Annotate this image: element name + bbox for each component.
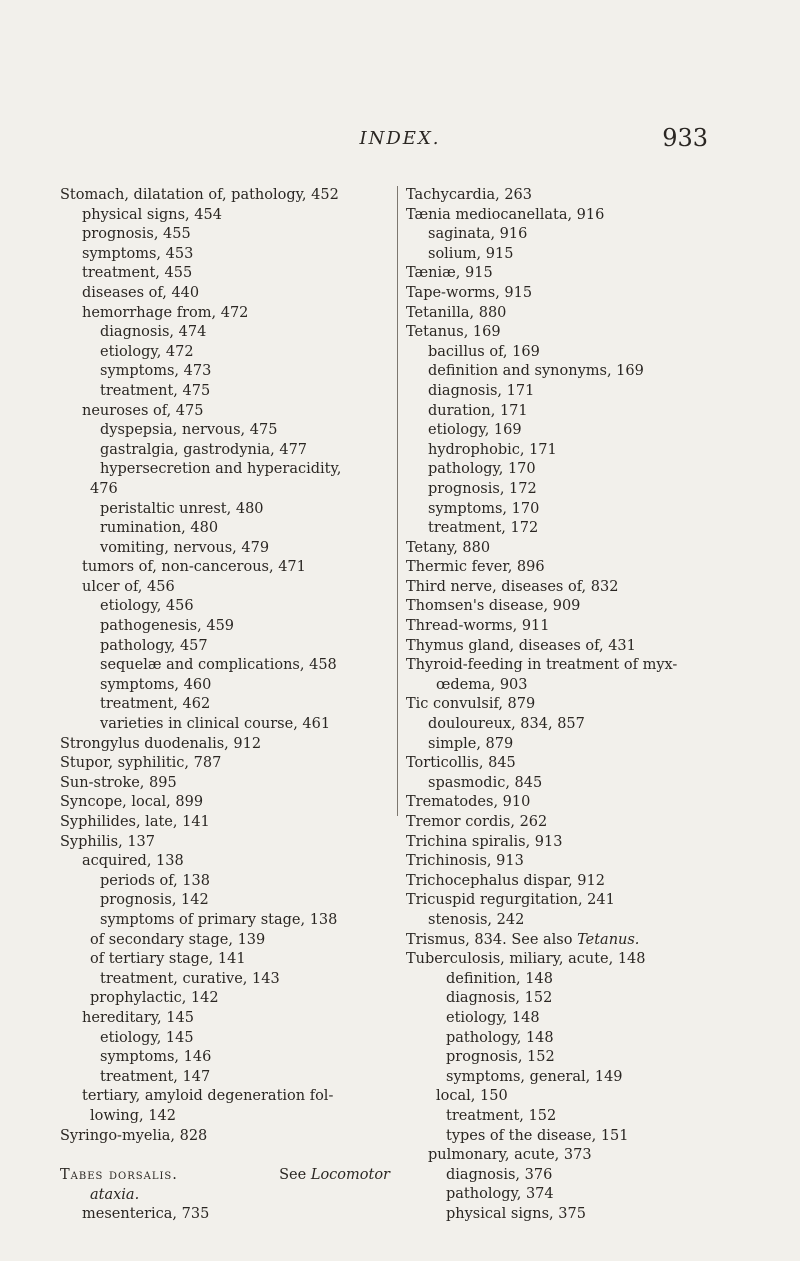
- see-target: Locomotor: [310, 1167, 390, 1184]
- entry-text: types of the disease, 151: [446, 1127, 629, 1144]
- entry-text: acquired, 138: [82, 853, 184, 870]
- entry-text: prognosis, 142: [100, 892, 209, 909]
- entry-text: etiology, 145: [100, 1029, 194, 1046]
- index-subentry: [406, 1068, 766, 1088]
- entry-text: etiology, 472: [100, 343, 194, 360]
- entry-text: symptoms, 170: [428, 500, 540, 517]
- index-entry: [60, 833, 390, 853]
- entry-text: bacillus of, 169: [428, 343, 540, 360]
- index-subentry: [406, 519, 766, 539]
- entry-text: treatment, 475: [100, 382, 211, 399]
- entry-text: treatment, curative, 143: [100, 970, 280, 987]
- entry-text: diagnosis, 474: [100, 324, 207, 341]
- index-entry: [406, 872, 766, 892]
- index-entry: [406, 793, 766, 813]
- entry-text: Tæniæ, 915: [406, 265, 493, 282]
- index-subentry: [60, 460, 390, 480]
- entry-text: varieties in clinical course, 461: [100, 716, 331, 733]
- index-entry: [406, 695, 766, 715]
- entry-text: tumors of, non-cancerous, 471: [82, 559, 306, 576]
- index-subentry: [60, 304, 390, 324]
- entry-text: hereditary, 145: [82, 1009, 194, 1026]
- index-subentry: [406, 1185, 766, 1205]
- entry-text: Strongylus duodenalis, 912: [60, 735, 262, 752]
- entry-text: solium, 915: [428, 245, 514, 262]
- index-entry: [406, 323, 766, 343]
- entry-text: saginata, 916: [428, 226, 528, 243]
- entry-text: Tetany, 880: [406, 539, 491, 556]
- entry-text: symptoms, 473: [100, 363, 212, 380]
- entry-text: simple, 879: [428, 735, 514, 752]
- entry-text: local, 150: [436, 1088, 508, 1105]
- index-subentry: [406, 421, 766, 441]
- index-subentry: [60, 637, 390, 657]
- index-subentry: [60, 578, 390, 598]
- index-entry: [406, 891, 766, 911]
- index-subentry: [406, 343, 766, 363]
- index-subentry: [60, 206, 390, 226]
- entry-text: pathology, 374: [446, 1186, 554, 1203]
- entry-text: Tetanilla, 880: [406, 304, 507, 321]
- index-subentry: [60, 500, 390, 520]
- index-subentry: [406, 245, 766, 265]
- column-divider: [397, 186, 398, 816]
- entry-text: hydrophobic, 171: [428, 441, 557, 458]
- entry-text: Tuberculosis, miliary, acute, 148: [406, 951, 646, 968]
- index-subentry: [60, 852, 390, 872]
- index-subentry: [406, 1127, 766, 1147]
- index-subentry: [60, 480, 390, 500]
- entry-text: Thomsen's disease, 909: [406, 598, 581, 615]
- index-subentry: [60, 931, 390, 951]
- index-entry: [60, 186, 390, 206]
- index-subentry: [60, 676, 390, 696]
- entry-text: pulmonary, acute, 373: [428, 1147, 592, 1164]
- index-column-right: [406, 186, 766, 1224]
- entry-text: hemorrhage from, 472: [82, 304, 249, 321]
- entry-text: physical signs, 454: [82, 206, 222, 223]
- index-subentry: [406, 989, 766, 1009]
- entry-text: Tachycardia, 263: [406, 187, 532, 203]
- index-entry: [60, 793, 390, 813]
- entry-text: prognosis, 152: [446, 1049, 555, 1066]
- entry-text: prognosis, 172: [428, 480, 537, 497]
- index-subentry: [406, 500, 766, 520]
- index-subentry: [60, 441, 390, 461]
- index-subentry: [60, 264, 390, 284]
- index-entry: [60, 754, 390, 774]
- index-subentry: [406, 1087, 766, 1107]
- entry-text: peristaltic unrest, 480: [100, 500, 264, 517]
- entry-text: of secondary stage, 139: [90, 931, 266, 948]
- index-subentry: [60, 715, 390, 735]
- index-subentry: [406, 441, 766, 461]
- entry-text: pathology, 170: [428, 461, 536, 478]
- entry-text: symptoms, 146: [100, 1049, 212, 1066]
- index-subentry: [406, 1166, 766, 1186]
- index-subentry: [60, 382, 390, 402]
- index-subentry: [60, 970, 390, 990]
- entry-text: treatment, 147: [100, 1068, 211, 1085]
- entry-text: Stomach, dilatation of, pathology, 452: [60, 187, 339, 203]
- index-subentry: [60, 284, 390, 304]
- index-entry: [406, 656, 766, 676]
- entry-text: duration, 171: [428, 402, 528, 419]
- spacer: [60, 1146, 390, 1166]
- entry-text: symptoms, 460: [100, 676, 212, 693]
- entry-text: gastralgia, gastrodynia, 477: [100, 441, 308, 458]
- right-entries: [406, 186, 766, 1224]
- entry-text: definition and synonyms, 169: [428, 363, 644, 380]
- index-subentry: [60, 1068, 390, 1088]
- index-entry: [406, 813, 766, 833]
- entry-text: Syncope, local, 899: [60, 794, 204, 811]
- entry-text: rumination, 480: [100, 520, 219, 537]
- index-subentry: [406, 676, 766, 696]
- index-entry: [60, 813, 390, 833]
- index-subentry: [60, 1029, 390, 1049]
- entry-text: Syphilides, late, 141: [60, 814, 210, 830]
- entry-text: vomiting, nervous, 479: [100, 539, 270, 556]
- running-head: INDEX.: [359, 128, 441, 149]
- entry-text: treatment, 172: [428, 520, 539, 537]
- entry-text: sequelæ and complications, 458: [100, 657, 337, 674]
- index-subentry: [406, 1205, 766, 1225]
- index-subentry: [60, 891, 390, 911]
- index-subentry: [406, 1146, 766, 1166]
- index-entry: [406, 852, 766, 872]
- index-entry: [406, 186, 766, 206]
- index-subentry: [60, 597, 390, 617]
- entry-text: Syphilis, 137: [60, 833, 155, 850]
- index-subentry: [60, 1087, 390, 1107]
- index-entry-tabes: [60, 1166, 390, 1186]
- index-subentry: mesenterica, 735: [82, 1206, 210, 1223]
- entry-text: stenosis, 242: [428, 911, 525, 928]
- entry-text: pathogenesis, 459: [100, 618, 235, 635]
- index-subentry: [60, 519, 390, 539]
- index-subentry: [406, 1029, 766, 1049]
- page-header: [0, 124, 800, 158]
- entry-text: diagnosis, 152: [446, 990, 553, 1007]
- entry-text: periods of, 138: [100, 872, 210, 889]
- index-entry: [406, 284, 766, 304]
- index-subentry: [60, 362, 390, 382]
- index-entry: [406, 597, 766, 617]
- index-subentry: [406, 970, 766, 990]
- index-subentry: [406, 362, 766, 382]
- index-subentry: [60, 872, 390, 892]
- entry-text: symptoms, general, 149: [446, 1068, 623, 1085]
- entry-text: etiology, 148: [446, 1009, 540, 1026]
- entry-text: œdema, 903: [436, 676, 528, 693]
- index-subentry: [60, 402, 390, 422]
- index-subentry: [406, 735, 766, 755]
- entry-text: Thread-worms, 911: [406, 618, 550, 635]
- entry-text: dyspepsia, nervous, 475: [100, 422, 278, 439]
- index-column-left: [60, 186, 390, 1225]
- see-label: See: [279, 1167, 307, 1184]
- tabes-see: [279, 1166, 390, 1186]
- index-entry: [60, 735, 390, 755]
- index-subentry: [60, 989, 390, 1009]
- entry-text: Torticollis, 845: [406, 755, 516, 772]
- index-subentry: [406, 1009, 766, 1029]
- entry-text: symptoms of primary stage, 138: [100, 911, 338, 928]
- index-subentry: [406, 382, 766, 402]
- entry-text: Tic convulsif, 879: [406, 696, 536, 713]
- entry-text: Trichina spiralis, 913: [406, 833, 563, 850]
- entry-text: Trismus, 834. See also: [406, 931, 573, 948]
- index-subentry: [60, 950, 390, 970]
- entry-text: hypersecretion and hyperacidity,: [100, 461, 342, 478]
- entry-text: prophylactic, 142: [90, 990, 219, 1007]
- index-subentry: [60, 656, 390, 676]
- index-entry: [406, 264, 766, 284]
- index-entry: [406, 754, 766, 774]
- index-subentry: [60, 245, 390, 265]
- entry-text: pathology, 148: [446, 1029, 554, 1046]
- entry-text: diagnosis, 376: [446, 1166, 553, 1183]
- index-subentry: [60, 421, 390, 441]
- index-subentry: [60, 539, 390, 559]
- entry-text: neuroses of, 475: [82, 402, 204, 419]
- entry-text: tertiary, amyloid degeneration fol-: [82, 1088, 334, 1105]
- index-entry: [406, 617, 766, 637]
- see-target-continuation: ataxia.: [90, 1186, 140, 1203]
- index-subentry: [406, 715, 766, 735]
- index-subentry: [60, 225, 390, 245]
- entry-text: diagnosis, 171: [428, 382, 535, 399]
- index-entry: [406, 539, 766, 559]
- entry-text: etiology, 456: [100, 598, 194, 615]
- index-subentry: [406, 911, 766, 931]
- entry-text: Trichinosis, 913: [406, 853, 524, 870]
- entry-text: diseases of, 440: [82, 284, 200, 301]
- index-subentry: [60, 1107, 390, 1127]
- entry-text: lowing, 142: [90, 1107, 176, 1124]
- left-entries: [60, 186, 390, 1146]
- index-subentry: [406, 1107, 766, 1127]
- entry-text: 476: [90, 480, 118, 497]
- entry-text: physical signs, 375: [446, 1205, 586, 1222]
- entry-text: treatment, 462: [100, 696, 211, 713]
- index-subentry: [406, 460, 766, 480]
- entry-text: symptoms, 453: [82, 245, 194, 262]
- index-entry: [406, 304, 766, 324]
- entry-text: douloureux, 834, 857: [428, 716, 585, 733]
- entry-text: spasmodic, 845: [428, 774, 543, 791]
- index-subentry: [60, 558, 390, 578]
- entry-text: Third nerve, diseases of, 832: [406, 578, 619, 595]
- index-entry: [60, 774, 390, 794]
- index-entry: [406, 558, 766, 578]
- entry-see-target: Tetanus.: [577, 931, 640, 948]
- index-subentry: [406, 774, 766, 794]
- entry-text: Tremor cordis, 262: [406, 814, 548, 830]
- entry-text: Tetanus, 169: [406, 324, 501, 341]
- index-subentry: [406, 480, 766, 500]
- index-subentry: [60, 323, 390, 343]
- entry-text: Thyroid-feeding in treatment of myx-: [406, 657, 678, 674]
- index-subentry: [60, 1048, 390, 1068]
- entry-text: Thermic fever, 896: [406, 559, 545, 576]
- index-subentry: [60, 617, 390, 637]
- entry-text: pathology, 457: [100, 637, 208, 654]
- entry-text: definition, 148: [446, 970, 553, 987]
- entry-text: Trichocephalus dispar, 912: [406, 872, 605, 889]
- tabes-term: Tabes dorsalis.: [60, 1167, 178, 1184]
- entry-text: Thymus gland, diseases of, 431: [406, 637, 636, 654]
- entry-text: Tricuspid regurgitation, 241: [406, 892, 615, 909]
- index-subentry: [406, 1048, 766, 1068]
- index-entry: [406, 637, 766, 657]
- index-entry: [406, 206, 766, 226]
- index-subentry: [60, 1009, 390, 1029]
- entry-text: ulcer of, 456: [82, 578, 175, 595]
- index-entry: [406, 578, 766, 598]
- index-entry: [406, 950, 766, 970]
- entry-text: Tape-worms, 915: [406, 284, 533, 301]
- entry-text: Trematodes, 910: [406, 794, 531, 811]
- index-entry: [406, 931, 766, 951]
- index-subentry: [406, 225, 766, 245]
- entry-text: treatment, 152: [446, 1107, 557, 1124]
- index-entry: [406, 833, 766, 853]
- index-entry: [60, 1127, 390, 1147]
- index-subentry: [60, 343, 390, 363]
- index-subentry: [60, 695, 390, 715]
- index-subentry: [60, 911, 390, 931]
- index-subentry: [406, 402, 766, 422]
- entry-text: Tænia mediocanellata, 916: [406, 206, 605, 223]
- entry-text: prognosis, 455: [82, 226, 191, 243]
- entry-text: of tertiary stage, 141: [90, 951, 246, 968]
- page-number: 933: [662, 124, 708, 152]
- entry-text: Stupor, syphilitic, 787: [60, 755, 222, 772]
- entry-text: Sun-stroke, 895: [60, 774, 177, 791]
- entry-text: treatment, 455: [82, 265, 193, 282]
- entry-text: Syringo-myelia, 828: [60, 1127, 208, 1144]
- entry-text: etiology, 169: [428, 422, 522, 439]
